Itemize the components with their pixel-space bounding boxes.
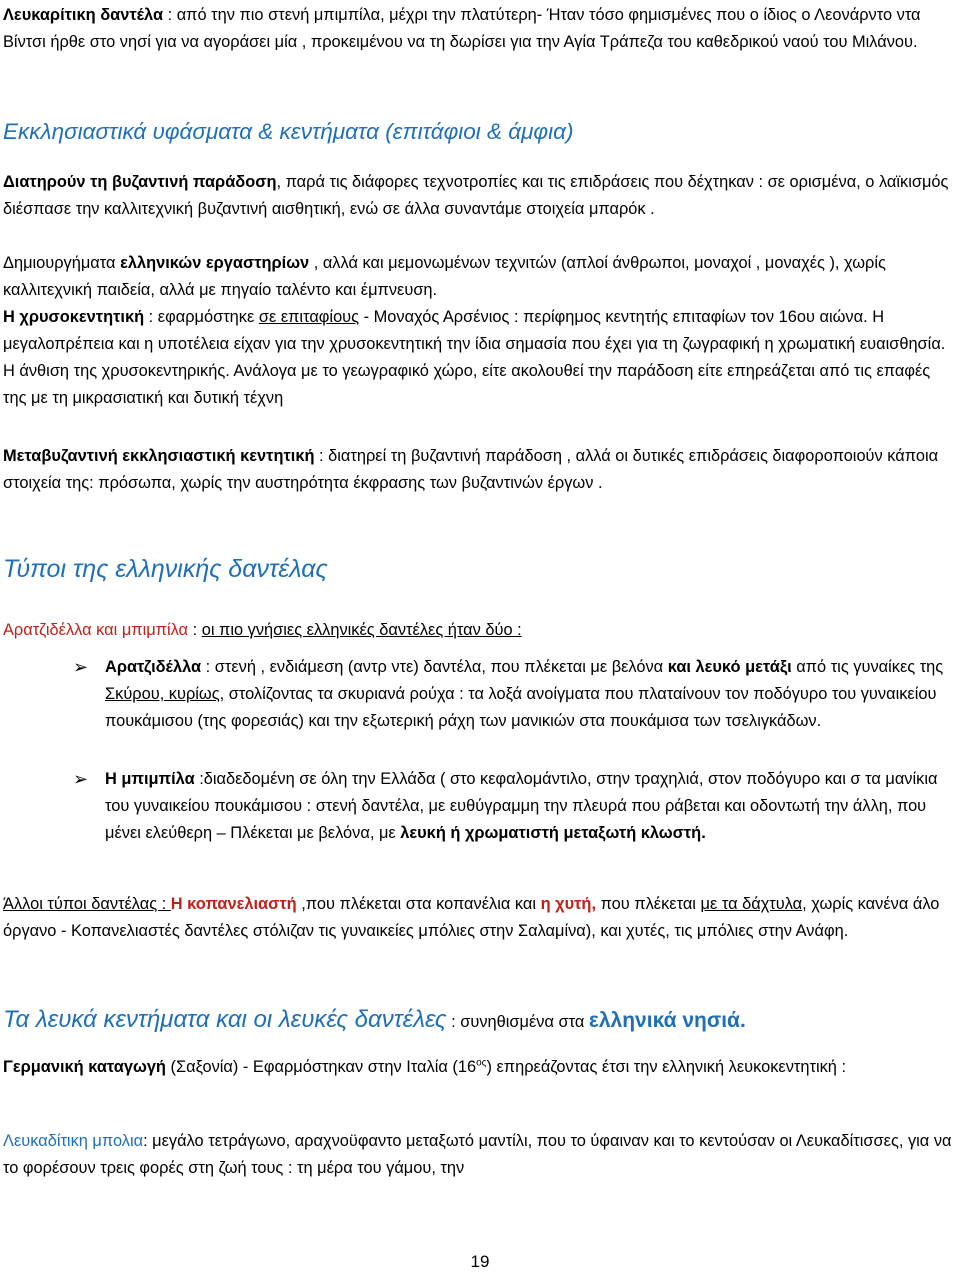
list-item-aratzidella — [73, 654, 955, 735]
superscript-os: ος — [476, 1057, 487, 1069]
page-number: 19 — [470, 1252, 490, 1271]
heading-church-textiles: Εκκλησιαστικά υφάσματα & κεντήματα (επιτάφιοι & άμφια) — [3, 119, 574, 144]
paragraph-text: : από την πιο στενή μπιμπίλα, μέχρι την πλατύτερη- Ήταν τόσο φημισμένες που ο ίδιος ο Λεονάρντο ντα Βίντσι ήρθε στο νησί για να αγοράσει μία , προκειμένου να τη δωρίσει για την Αγία Τράπεζα του καθεδρικού ναού του Μιλάνου. — [3, 6, 921, 51]
paragraph-text: : μεγάλο τετράγωνο, αραχνοϋφαντο μεταξωτό μαντίλι, που το ύφαιναν και το κεντούσαν οι Λευκαδίτισσες, για να το φορέσουν τρεις φορές στη ζωή τους : τη μέρα του γάμου, την — [3, 1132, 952, 1177]
list-item-bibila — [73, 766, 955, 847]
heading-text: : συνηθισμένα στα — [446, 1013, 589, 1031]
paragraph-text: Δημιουργήματα — [3, 254, 121, 272]
paragraph-two-laces — [3, 617, 955, 644]
paragraph-text: ) επηρεάζοντας έτσι την ελληνική λευκοκεντητική : — [486, 1058, 847, 1076]
paragraph-text: - Μοναχός Αρσένιος : περίφημος κεντητής επιταφίων τον 16ου αιώνα. Η μεγαλοπρέπεια και η υποτέλεια είχαν για την χρυσοκεντητική την ίδια σημασία που έχει για τη ζωγραφική η χρωματική ευαισθησία. Η άνθιση της χρυσοκεντηρικής. Ανάλογα με το γεωγραφικό χώρο, είτε ακολουθεί την παράδοση είτε επηρεάζεται από τις επαφές της με τη μικρασιατική και δυτική τέχνη — [3, 308, 946, 407]
list-text: :διαδεδομένη σε όλη την Ελλάδα ( στο κεφαλομάντιλο, στην τραχηλιά, στον ποδόγυρο και σ τα μανίκια του γυναικείου πουκάμισου : στενή δαντέλα, με ευθύγραμμη την πλευρά που ράβεται και οδοντωτή την άλλη, που μένει ελεύθερη – Πλέκεται με βελόνα, με — [105, 770, 938, 842]
arrow-bullet-icon: ➢ — [73, 657, 89, 677]
list-text: : στενή , ενδιάμεση (αντρ ντε) δαντέλα, που πλέκεται με βελόνα — [201, 658, 668, 676]
term-post-byzantine: Μεταβυζαντινή εκκλησιαστική κεντητική — [3, 447, 315, 465]
list-text: από τις γυναίκες της — [791, 658, 944, 676]
paragraph-text: : εφαρμόστηκε — [144, 308, 259, 326]
underlined-two-laces: οι πιο γνήσιες ελληνικές δαντέλες ήταν δύο : — [201, 621, 522, 639]
term-lefkada-bolia: Λευκαδίτικη μπολια — [3, 1132, 144, 1150]
term-xyti: η χυτή, — [540, 895, 597, 913]
list-text: στολίζοντας τα σκυριανά ρούχα : τα λοξά ανοίγματα που πλαταίνουν τον ποδόγυρο του γυναικείου πουκάμισου (της φορεσιάς) και την εξωτερική ράχη των μανικιών στα πουκάμισα των τσελιγκάδων. — [105, 685, 937, 730]
underlined-epitafioi: σε επιταφίους — [258, 308, 360, 326]
paragraph-gold-embroidery — [3, 304, 955, 412]
paragraph-text: που πλέκεται — [596, 895, 701, 913]
term-aratzidella-bibila: Αρατζιδέλλα και μπιμπίλα — [3, 621, 189, 639]
paragraph-text: , χωρίς κανένα άλο όργανο - Κοπανελιαστές δαντέλες στόλιζαν τις γυναικείες μπόλιες στην Σαλαμίνα), και χυτές, τις μπόλιες στην Ανάφη. — [3, 895, 940, 940]
paragraph-post-byzantine — [3, 443, 955, 497]
paragraph-lefkada-bolia — [3, 1128, 955, 1182]
term-bibila: Η μπιμπίλα — [105, 770, 195, 788]
underlined-skyros: Σκύρου, κυρίως, — [105, 685, 225, 703]
underlined-other-types: Άλλοι τύποι δαντέλας : — [3, 895, 171, 913]
heading-lace-types: Τύποι της ελληνικής δαντέλας — [3, 555, 328, 583]
paragraph-text: , αλλά και μεμονωμένων τεχνιτών (απλοί άνθρωποι, μοναχοί , μοναχές ), χωρίς καλλιτεχνική παιδεία, αλλά με πηγαίο ταλέντο και έμπνευση. — [3, 254, 886, 299]
paragraph-lefkaritiki — [3, 2, 955, 56]
term-silk-thread: λευκή ή χρωματιστή μεταξωτή κλωστή. — [400, 824, 706, 842]
heading-white-embroidery-title: Τα λευκά κεντήματα και οι λευκές δαντέλες — [3, 1006, 447, 1033]
term-workshops: ελληνικών εργαστηρίων — [120, 254, 310, 272]
term-gold-embroidery: Η χρυσοκεντητική — [3, 308, 145, 326]
term-lefkaritiki: Λευκαρίτικη δαντέλα — [3, 6, 164, 24]
paragraph-text: : διατηρεί τη βυζαντινή παράδοση , αλλά οι δυτικές επιδράσεις διαφοροποιούν κάποια στοιχεία της: πρόσωπα, χωρίς την αυστηρότητα έκφρασης των βυζαντινών έργων . — [3, 447, 939, 492]
term-aratzidella: Αρατζιδέλλα — [105, 658, 202, 676]
paragraph-german-origin — [3, 1054, 955, 1081]
heading-white-embroidery — [3, 1006, 955, 1036]
paragraph-workshops — [3, 250, 955, 304]
paragraph-text: ,που πλέκεται στα κοπανέλια και — [296, 895, 541, 913]
paragraph-text: : — [188, 621, 202, 639]
paragraph-text: , παρά τις διάφορες τεχνοτροπίες και τις επιδράσεις που δέχτηκαν : σε ορισμένα, ο λαϊκισμός διέσπασε την καλλιτεχνική βυζαντινή αισθητική, ενώ σε άλλα συναντάμε στοιχεία μπαρόκ . — [3, 173, 949, 218]
term-byzantine: Διατηρούν τη βυζαντινή παράδοση — [3, 173, 277, 191]
arrow-bullet-icon: ➢ — [73, 769, 89, 789]
paragraph-text: (Σαξονία) - Εφαρμόστηκαν στην Ιταλία (16 — [165, 1058, 477, 1076]
underlined-fingers: με τα δάχτυλα — [700, 895, 803, 913]
term-kopaneliasti: Η κοπανελιαστή — [170, 895, 297, 913]
term-white-silk: και λευκό μετάξι — [667, 658, 792, 676]
term-greek-islands: ελληνικά νησιά. — [588, 1009, 746, 1032]
paragraph-other-laces — [3, 891, 955, 945]
term-german-origin: Γερμανική καταγωγή — [3, 1058, 166, 1076]
paragraph-byzantine-tradition — [3, 169, 955, 223]
